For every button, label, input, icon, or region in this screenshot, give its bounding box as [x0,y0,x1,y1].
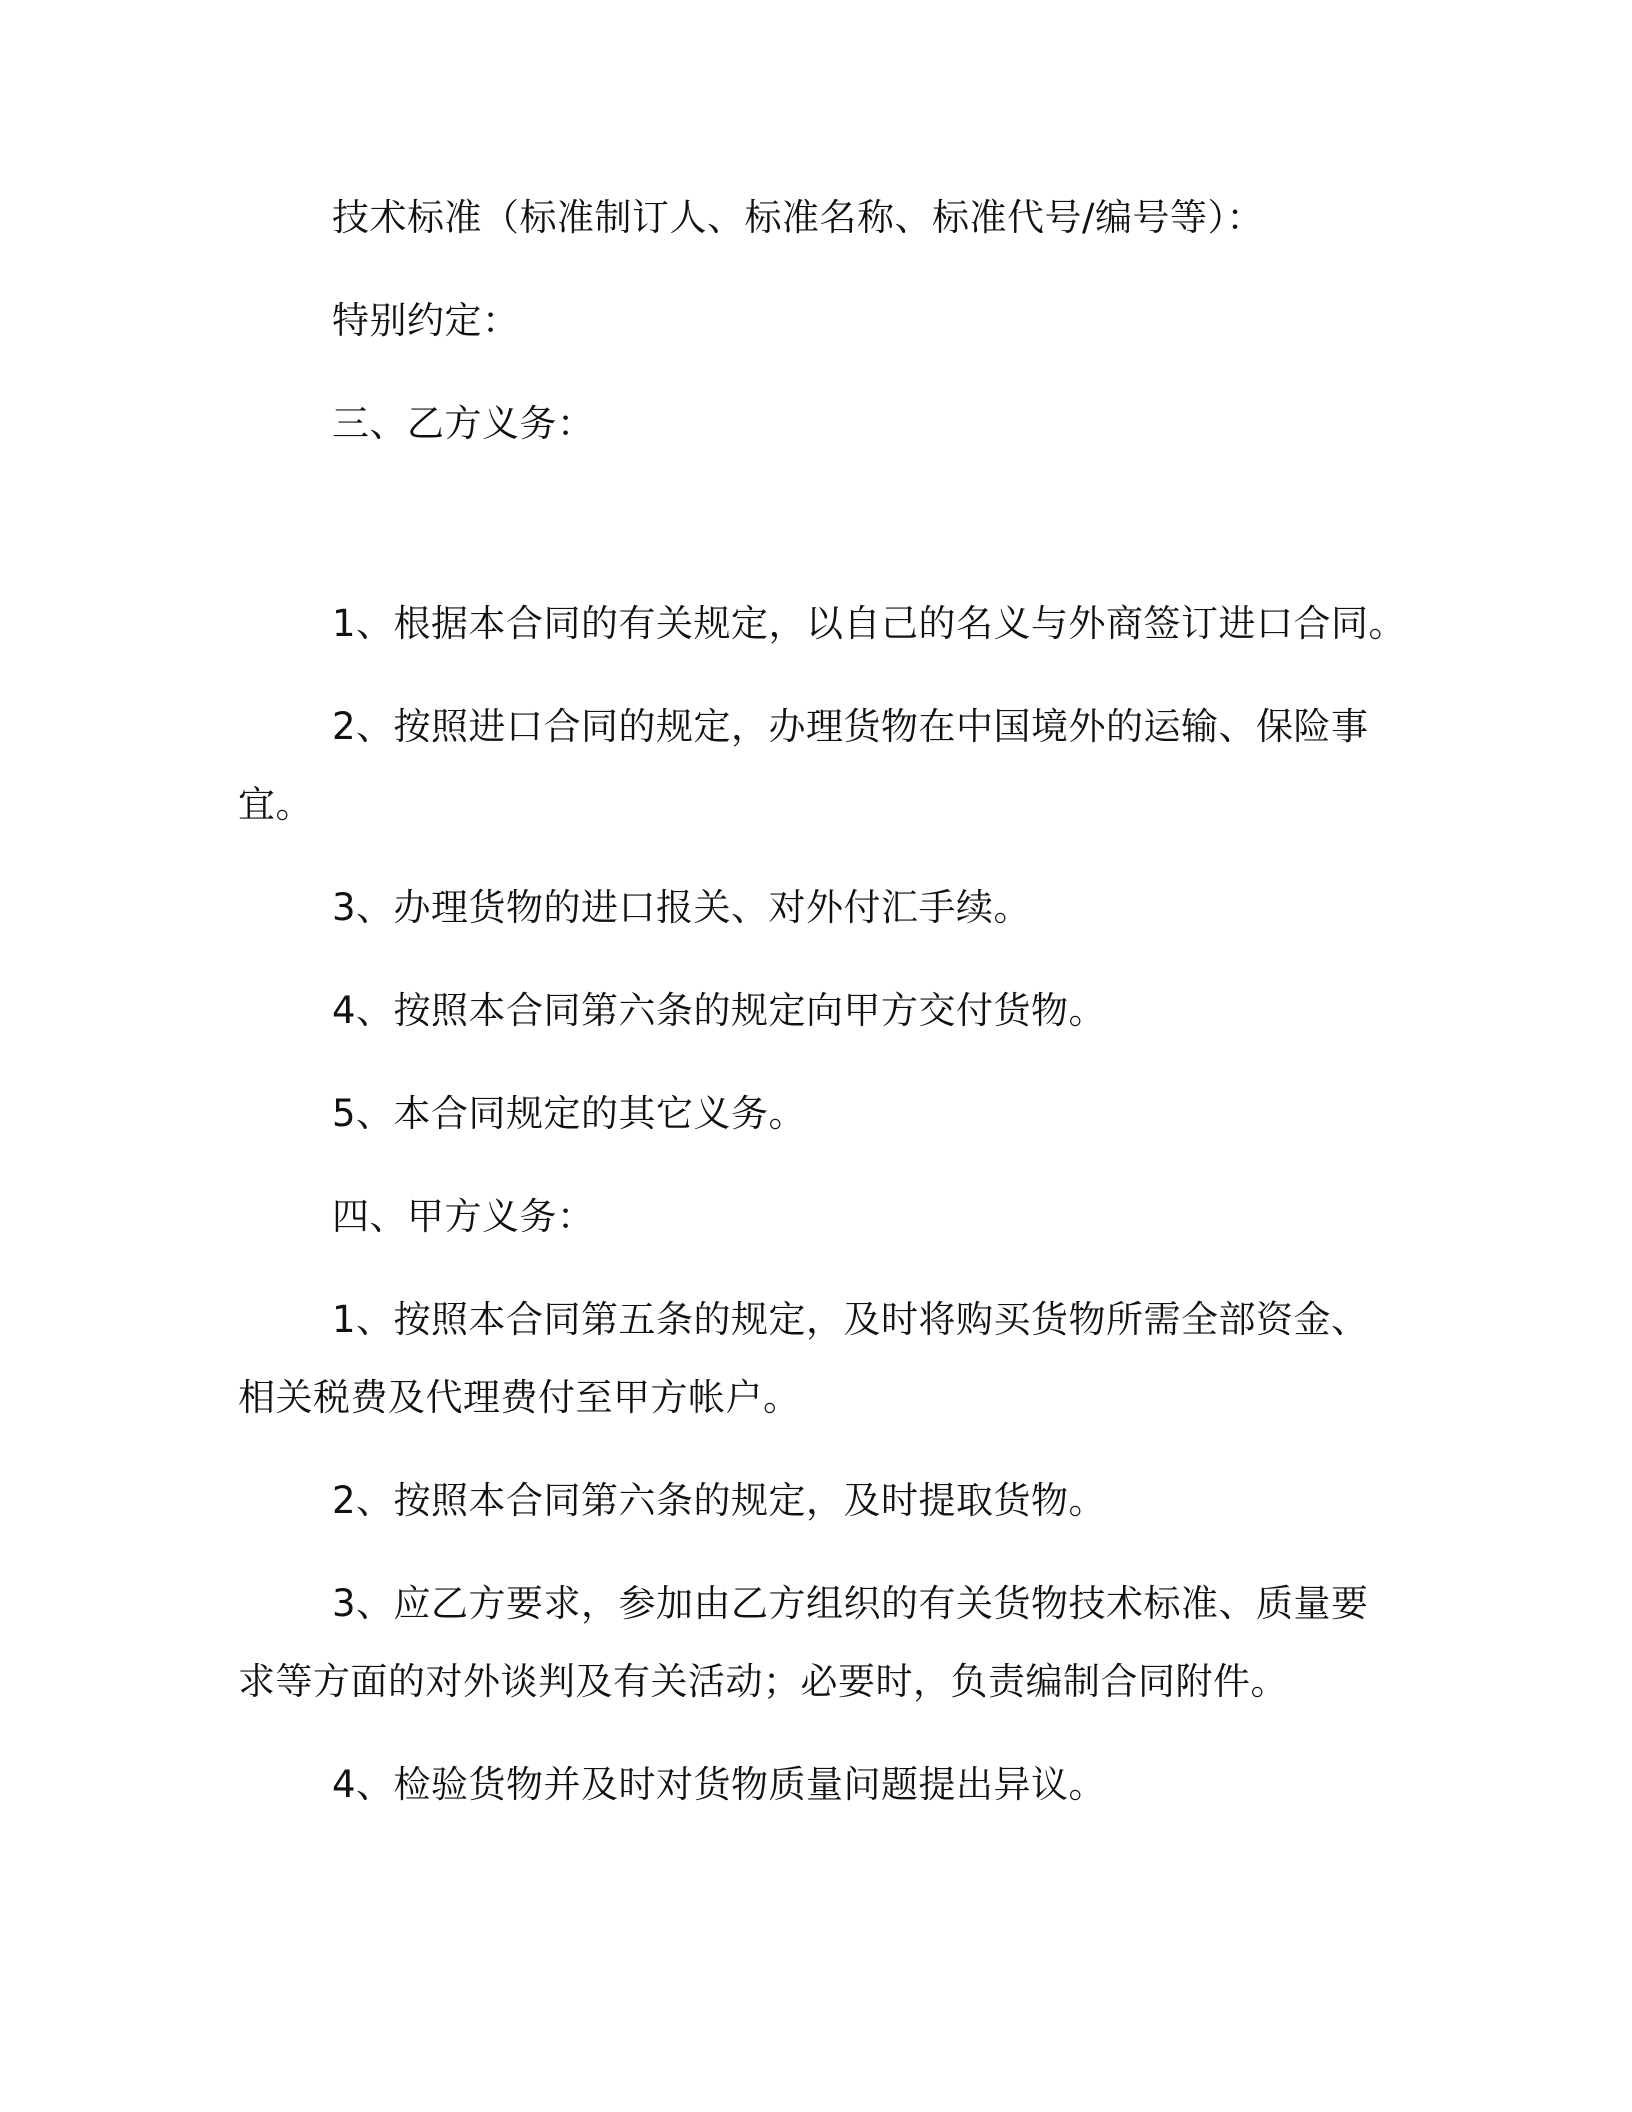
party-a-duty-3-line-1: 3、应乙方要求，参加由乙方组织的有关货物技术标准、质量要 [332,1582,1369,1625]
party-a-duty-2: 2、按照本合同第六条的规定，及时提取货物。 [332,1479,1107,1522]
party-b-duty-5: 5、本合同规定的其它义务。 [332,1092,807,1135]
party-b-duty-3: 3、办理货物的进口报关、对外付汇手续。 [332,886,1032,929]
party-a-duty-1-line-2: 相关税费及代理费付至甲方帐户。 [238,1376,801,1419]
section-3-heading: 三、乙方义务： [332,402,595,445]
party-a-duty-3-line-2: 求等方面的对外谈判及有关活动；必要时，负责编制合同附件。 [238,1660,1288,1703]
technical-standard-line: 技术标准（标准制订人、标准名称、标准代号/编号等）： [332,196,1264,239]
party-b-duty-1: 1、根据本合同的有关规定，以自己的名义与外商签订进口合同。 [332,602,1407,645]
section-4-heading: 四、甲方义务： [332,1195,595,1238]
party-b-duty-4: 4、按照本合同第六条的规定向甲方交付货物。 [332,989,1107,1032]
party-b-duty-2-line-1: 2、按照进口合同的规定，办理货物在中国境外的运输、保险事 [332,705,1369,748]
special-agreement-line: 特别约定： [332,299,520,342]
party-a-duty-4: 4、检验货物并及时对货物质量问题提出异议。 [332,1763,1107,1806]
party-b-duty-2-line-2: 宜。 [238,783,313,826]
party-a-duty-1-line-1: 1、按照本合同第五条的规定，及时将购买货物所需全部资金、 [332,1298,1369,1341]
